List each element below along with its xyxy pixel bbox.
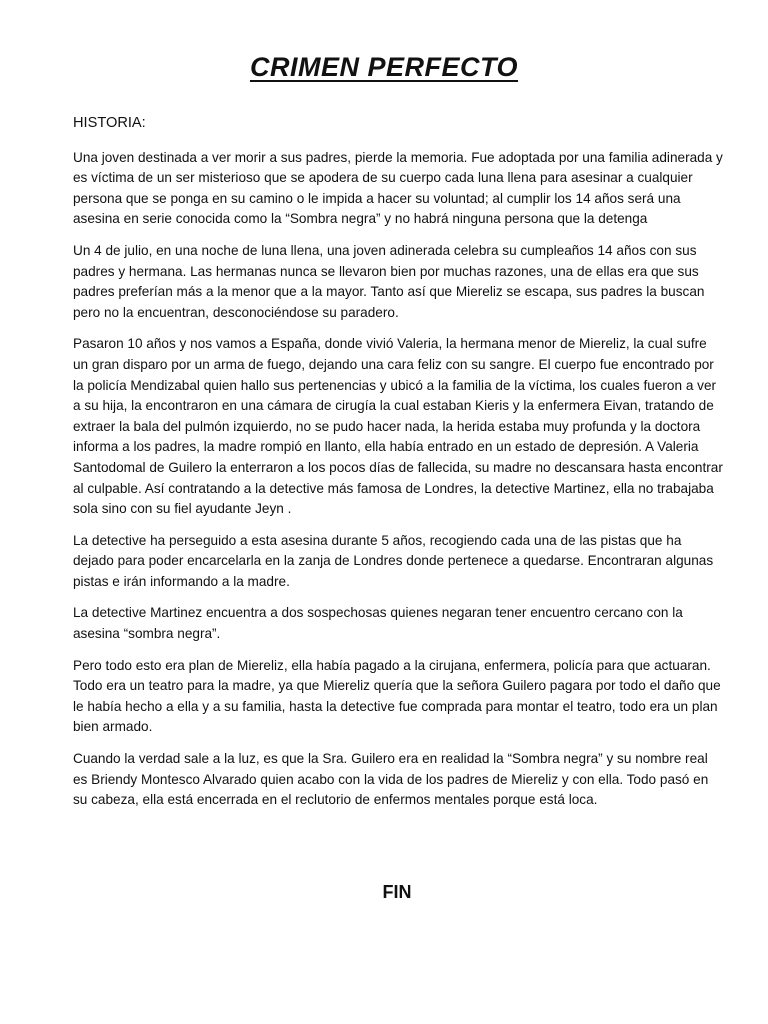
story-paragraph: La detective Martinez encuentra a dos sospechosas quienes negaran tener encuentro cercano con la asesina “sombra negra”.	[73, 605, 683, 642]
document-body	[73, 113, 723, 822]
ending-label: FIN	[382, 882, 412, 902]
story-paragraph: Cuando la verdad sale a la luz, es que la Sra. Guilero era en realidad la “Sombra negra” y su nombre real es Briendy Montesco Alvarado quien acabo con la vida de los padres de Miereliz y con ella. Todo pasó en su cabeza, ella está encerrada en el reclutorio de enfermos mentales porque está loca.	[73, 751, 709, 808]
story-paragraph: Un 4 de julio, en una noche de luna llena, una joven adinerada celebra su cumpleaños 14 años con sus padres y hermana. Las hermanas nunca se llevaron bien por muchas razones, una de ellas era que sus padres preferían más a la menor que a la mayor. Tanto así que Miereliz se escapa, sus padres la buscan pero no la encuentran, desconociéndose su paradero.	[73, 242, 705, 320]
section-label: HISTORIA:	[73, 115, 146, 131]
page-title: CRIMEN PERFECTO	[249, 52, 519, 82]
story-paragraph: Una joven destinada a ver morir a sus padres, pierde la memoria. Fue adoptada por una familia adinerada y es víctima de un ser misterioso que se apodera de su cuerpo cada luna llena para asesinar a cualquier persona que se ponga en su camino o le impida a hacer su voluntad; al cumplir los 14 años será una asesina en serie conocida como la “Sombra negra” y no habrá ninguna persona que la detenga	[73, 149, 723, 227]
story-paragraph: Pero todo esto era plan de Miereliz, ella había pagado a la cirujana, enfermera, policía para que actuaran. Todo era un teatro para la madre, ya que Miereliz quería que la señora Guilero pagara por todo el daño que le había hecho a ella y a su familia, hasta la detective fue comprada para montar el teatro, todo era un plan bien armado.	[73, 657, 721, 735]
story-paragraph: La detective ha perseguido a esta asesina durante 5 años, recogiendo cada una de las pistas que ha dejado para poder encarcelarla en la zanja de Londres donde pertenece a quedarse. Encontraran algunas pistas e irán informando a la madre.	[73, 532, 714, 589]
story-paragraph: Pasaron 10 años y nos vamos a España, donde vivió Valeria, la hermana menor de Miereliz, la cual sufre un gran disparo por un arma de fuego, dejando una cara feliz con su sangre. El cuerpo fue encontrado por la policía Mendizabal quien hallo sus pertenencias y ubicó a la familia de la víctima, los cuales fueron a ver a su hija, la encontraron en una cámara de cirugía la cual estaban Kieris y la enfermera Eivan, tratando de extraer la bala del pulmón izquierdo, no se pudo hacer nada, la herida estaba muy profunda y la doctora informa a los padres, la madre rompió en llanto, ella había entrado en un estado de depresión. A Valeria Santodomal de Guilero la enterraron a los pocos días de fallecida, su madre no descansara hasta encontrar al culpable. Así contratando a la detective más famosa de Londres, la detective Martinez, ella no trabajaba sola sino con su fiel ayudante Jeyn .	[73, 336, 723, 517]
